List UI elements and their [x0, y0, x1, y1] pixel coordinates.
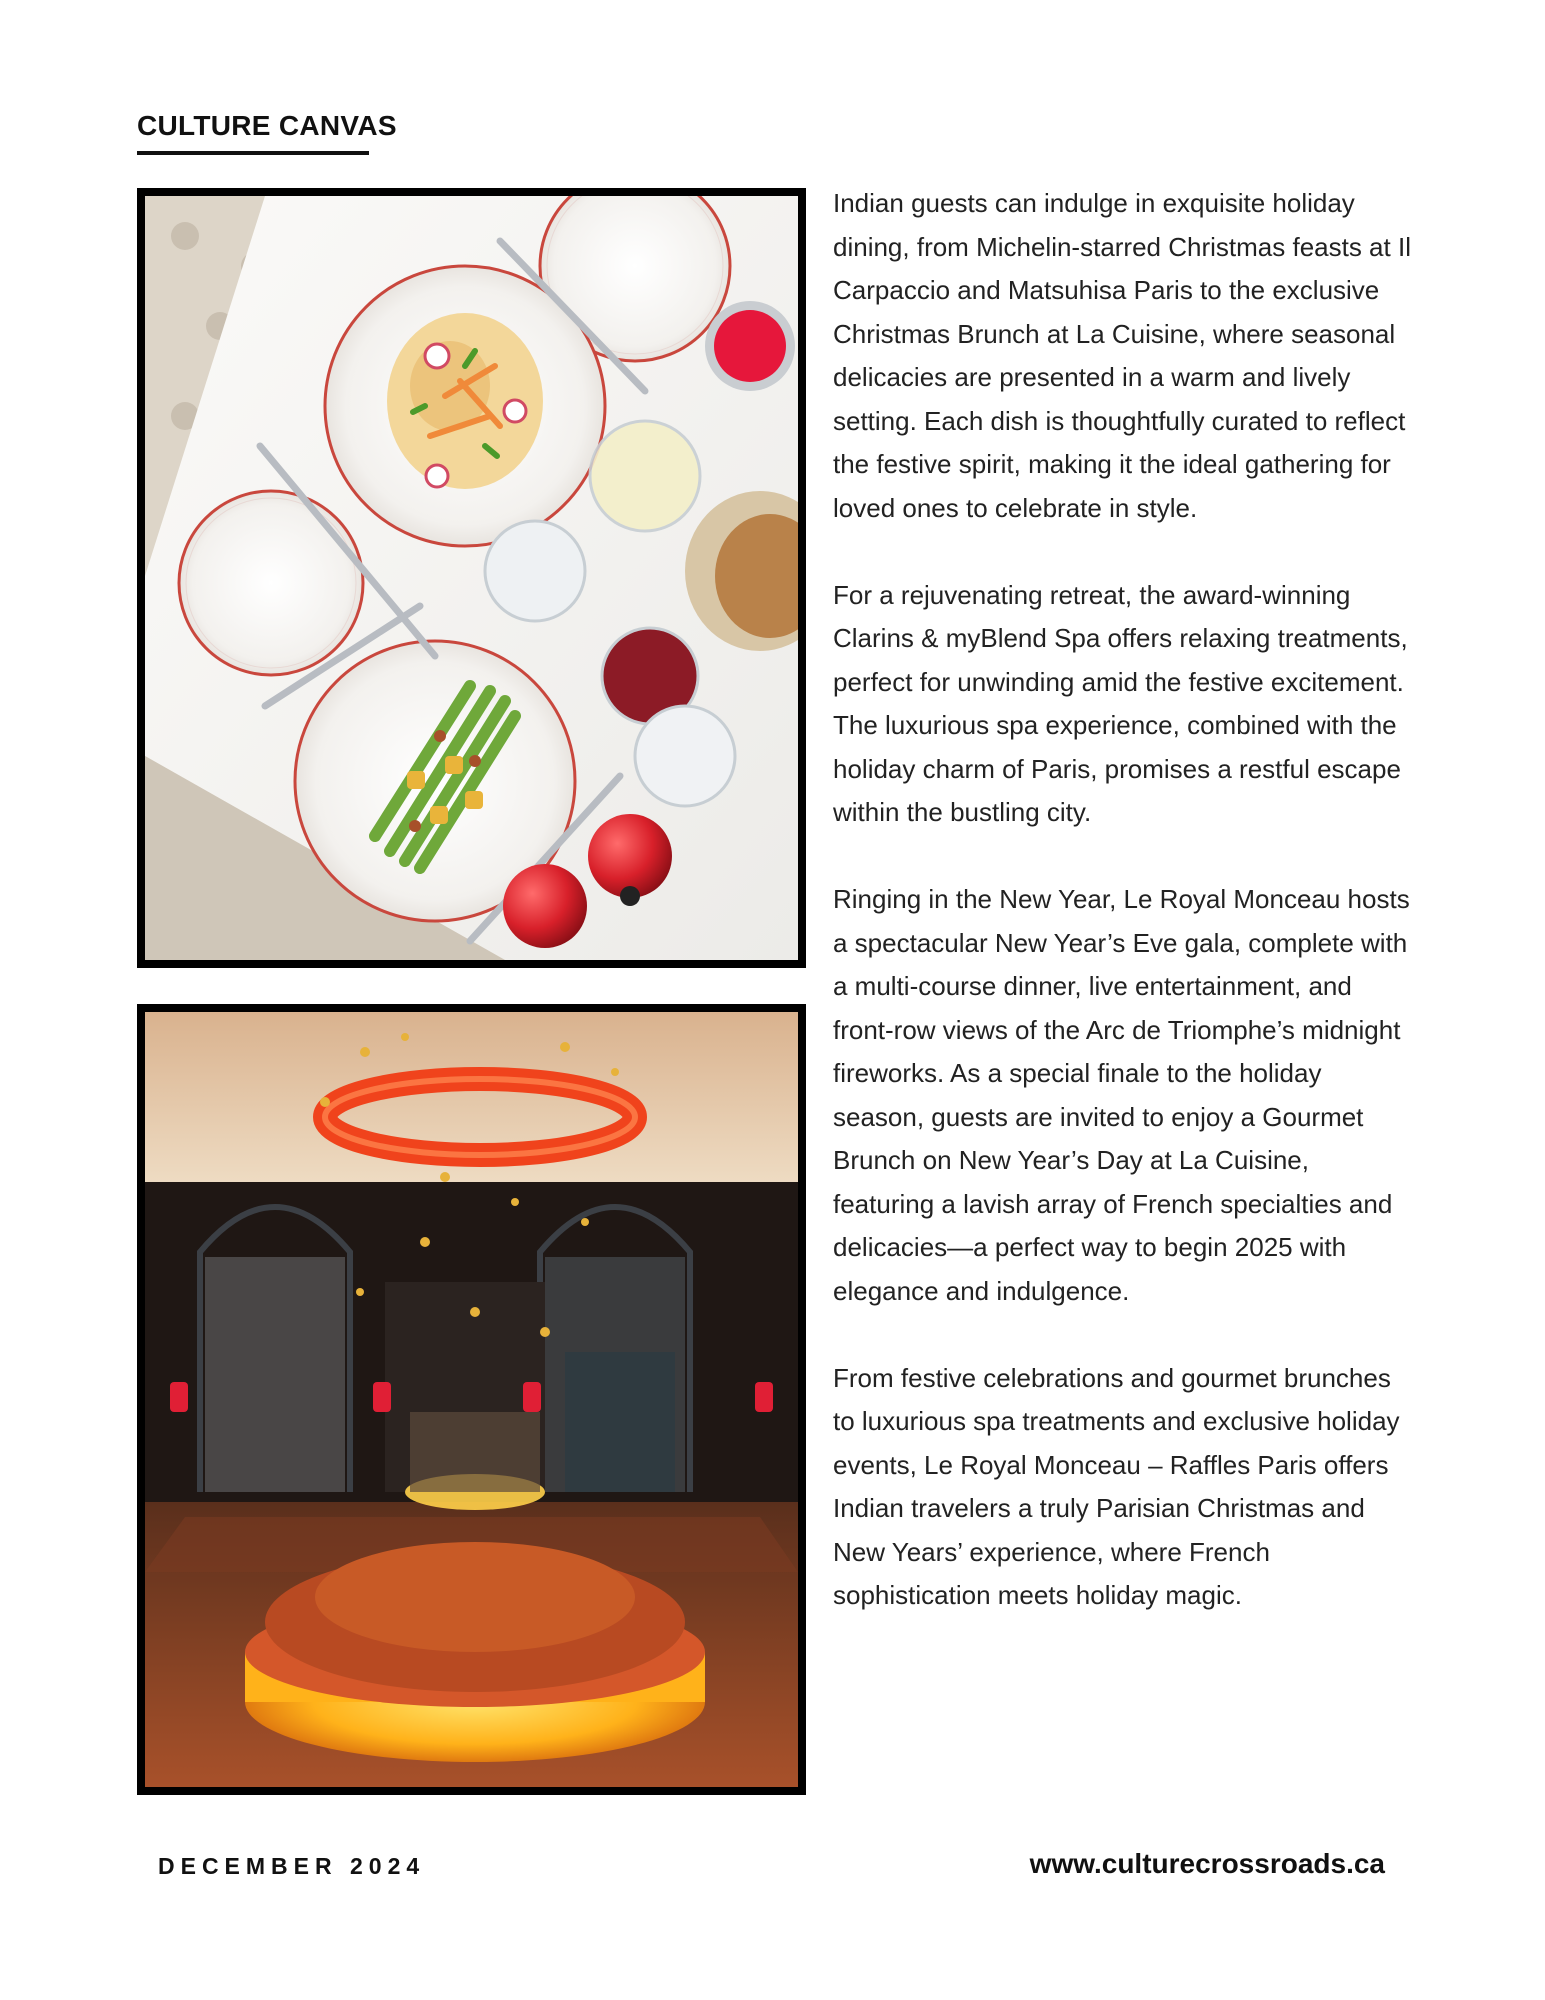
festive-lobby-photo [137, 1004, 806, 1795]
dining-room-view [565, 1352, 675, 1492]
section-title: CULTURE CANVAS [137, 110, 397, 141]
dining-table-photo [137, 188, 806, 968]
article-body [833, 182, 1413, 1661]
issue-date: DECEMBER 2024 [158, 1853, 426, 1879]
red-flower-bowl [705, 301, 795, 391]
bread-plate-left [179, 491, 363, 675]
article-paragraph: Ringing in the New Year, Le Royal Monceau hosts a spectacular New Year’s Eve gala, complete with a multi-course dinner, live entertainment, and front-row views of the Arc de Triomphe’s midnight fireworks. As a special finale to the holiday season, guests are invited to enjoy a Gourmet Brunch on New Year’s Day at La Cuisine, featuring a lavish array of French specialties and delicacies—a perfect way to begin 2025 with elegance and indulgence. [833, 884, 1410, 1306]
section-title-underline [137, 151, 369, 155]
dining-table-illustration [145, 196, 798, 960]
article-paragraph: Indian guests can indulge in exquisite holiday dining, from Michelin-starred Christmas feasts at Il Carpaccio and Matsuhisa Paris to the exclusive Christmas Brunch at La Cuisine, where seasonal delicacies are presented in a warm and lively setting. Each dish is thoughtfully curated to reflect the festive spirit, making it the ideal gathering for loved ones to celebrate in style. [833, 188, 1411, 523]
festive-lobby-illustration [145, 1012, 798, 1787]
website-url: www.culturecrossroads.ca [1029, 1848, 1385, 1879]
article-paragraph: From festive celebrations and gourmet brunches to luxurious spa treatments and exclusive holiday events, Le Royal Monceau – Raffles Paris offers Indian travelers a truly Parisian Christmas and New Years’ experience, where French sophistication meets holiday magic. [833, 1362, 1400, 1610]
article-paragraph: For a rejuvenating retreat, the award-winning Clarins & myBlend Spa offers relaxing treatments, perfect for unwinding amid the festive excitement. The luxurious spa experience, combined with the holiday charm of Paris, promises a restful escape within the bustling city. [833, 579, 1408, 827]
